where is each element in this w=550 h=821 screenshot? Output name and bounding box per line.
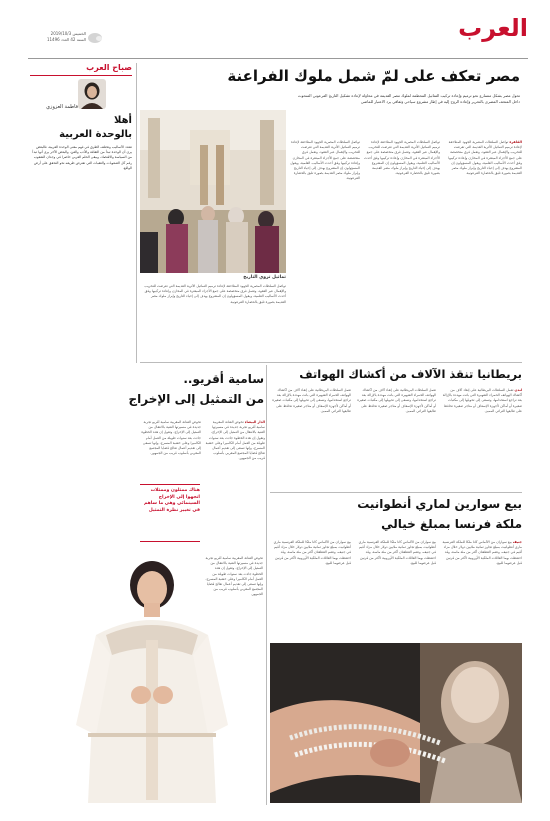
britain-body-col3 bbox=[270, 388, 351, 488]
britain-body-col1 bbox=[440, 388, 522, 488]
samia-body-text-3: تخوض الفنانة المغربية سامية أقريو تجربة جديدة في مسيرتها الفنية بالانتقال من التمثيل إلى الإخراج، وتقول إن هذه الخطوة جاءت بعد سنوات طويلة من العمل أمام الكاميرا وعلى خشبة المسرح، وإنها تسعى إلى تقديم أعمال تعالج قضايا المجتمع المغربي بأسلوب قريب من الجمهور. bbox=[205, 556, 263, 597]
bracelets-body-col2 bbox=[355, 540, 436, 640]
bracelets-body-text-2: بيع سواران من الألماس كانا ملكا للملكة الفرنسية ماري أنطوانيت بمبلغ تجاوز ثمانية ملايين دولار خلال مزاد أقيم في جنيف، وتضم القطعتان أكثر من مئة ماسة، وقد احتفظت بهما العائلات الملكية الأوروبية لأكثر من قرنين قبل عرضهما للبيع. bbox=[358, 540, 436, 565]
samia-body-lead: الدار البيضاء bbox=[244, 420, 265, 424]
issue-number: السنة 42 العدد 11496 bbox=[46, 37, 86, 42]
column-body bbox=[30, 145, 132, 435]
samia-headline-2: من التمثيل إلى الإخراج bbox=[128, 392, 264, 406]
main-body-col4 bbox=[140, 284, 286, 354]
main-story-rule bbox=[140, 362, 522, 363]
britain-headline: بريطانيا تنقذ الآلاف من أكشاك الهواتف bbox=[299, 367, 522, 381]
column-author: فاطمة العزوزي bbox=[46, 104, 78, 110]
samia-pullquote-text: هناك ممثلون وممثلات اتجهوا إلى الإخراج السينمائي وهي ما ساهم في تغيير نظرة التمثيل bbox=[144, 488, 200, 513]
bracelets-headline-1: بيع سوارين لماري أنطوانيت bbox=[357, 497, 522, 511]
bracelets-body-text-1: بيع سواران من الألماس كانا ملكا للملكة الفرنسية ماري أنطوانيت بمبلغ تجاوز ثمانية ملايين دولار خلال مزاد أقيم في جنيف، وتضم القطعتان أكثر من مئة ماسة، وقد احتفظت بهما العائلات الملكية الأوروبية لأكثر من قرنين قبل عرضهما للبيع. bbox=[442, 540, 522, 565]
main-body-col1 bbox=[444, 140, 522, 350]
column-divider bbox=[136, 63, 137, 363]
column-kicker: صباح العرب bbox=[86, 63, 132, 72]
main-body-col3 bbox=[290, 140, 360, 350]
samia-headline-1: سامية أقريو.. bbox=[183, 372, 264, 386]
main-body-col2 bbox=[364, 140, 440, 350]
samia-body-text-2: تخوض الفنانة المغربية سامية أقريو تجربة جديدة في مسيرتها الفنية بالانتقال من التمثيل إلى الإخراج، وتقول إن هذه الخطوة جاءت بعد سنوات طويلة من العمل أمام الكاميرا وعلى خشبة المسرح، وإنها تسعى إلى تقديم أعمال تعالج قضايا المجتمع المغربي بأسلوب قريب من الجمهور. bbox=[141, 420, 201, 456]
britain-body-col2 bbox=[355, 388, 436, 488]
museum-statues-photo bbox=[140, 110, 286, 273]
samia-body-text-1: تخوض الفنانة المغربية سامية أقريو تجربة جديدة في مسيرتها الفنية بالانتقال من التمثيل إلى الإخراج، وتقول إن هذه الخطوة جاءت بعد سنوات طويلة من العمل أمام الكاميرا وعلى خشبة المسرح، وإنها تسعى إلى تقديم أعمال تعالج قضايا المجتمع المغربي بأسلوب قريب من الجمهور. bbox=[205, 420, 265, 461]
main-photo-caption: تماثيل تروي التاريخ bbox=[243, 275, 286, 280]
author-avatar bbox=[78, 79, 106, 109]
britain-story-rule bbox=[270, 492, 522, 493]
main-dek: تحول مصر بشكل متسارع نحو ترميم وإعادة تركيب التماثيل المحطمة لملوك مصر القديمة في محاولة لإعادة تشكيل التاريخ الفرعوني المنحوت داخل المتحف المصري بالتحرير وإعادة الروح إليه في إطار مشروع سياحي وثقافي يرد الاعتبار للماضي bbox=[297, 93, 520, 104]
date-icon-dot bbox=[96, 36, 102, 41]
britain-body-text-1: تعمل السلطات البريطانية على إنقاذ آلاف من أكشاك الهواتف الحمراء الشهيرة التي باتت مهددة بالإزالة بعد تراجع استخدامها، وتسعى إلى تحويلها إلى مكتبات صغيرة أو أماكن لأجهزة الإسعاف أو متاجر صغيرة تحافظ على طابعها التراثي المميز. bbox=[442, 388, 522, 413]
britain-body-lead: لندن bbox=[514, 388, 522, 392]
bracelets-headline-2: ملكة فرنسا بمبلغ خيالي bbox=[381, 517, 522, 531]
britain-body-text-3: تعمل السلطات البريطانية على إنقاذ آلاف من أكشاك الهواتف الحمراء الشهيرة التي باتت مهددة بالإزالة بعد تراجع استخدامها، وتسعى إلى تحويلها إلى مكتبات صغيرة أو أماكن لأجهزة الإسعاف أو متاجر صغيرة تحافظ على طابعها التراثي المميز. bbox=[272, 388, 351, 413]
column-title-2: بالوحدة العربية bbox=[59, 129, 132, 140]
samia-vertical-divider bbox=[266, 365, 267, 805]
samia-pullquote bbox=[140, 484, 200, 542]
masthead-logo: العرب bbox=[458, 14, 528, 42]
column-kicker-rule bbox=[30, 75, 132, 76]
issue-date: الخميس 2019/10/3 bbox=[50, 31, 86, 36]
main-body-text-2: تواصل السلطات المصرية الجهود المتلاحقة لإعادة ترميم التماثيل الأثرية القديمة التي تعرضت للتخريب والإهمال عبر العقود، وتعمل فرق متخصصة على جمع الأجزاء المبعثرة في المخازن وإعادة تركيبها وفق أحدث الأساليب العلمية، ويقول المسؤولون إن المشروع يهدف إلى إحياء التاريخ وإبراز ملوك مصر القديمة بصورة تليق بالحضارة الفرعونية. bbox=[364, 140, 440, 176]
main-body-lead: القاهرة bbox=[509, 140, 522, 144]
samia-body-col3 bbox=[205, 556, 263, 806]
bracelets-body-col1 bbox=[440, 540, 522, 640]
masthead bbox=[0, 0, 550, 58]
main-body-text-4: تواصل السلطات المصرية الجهود المتلاحقة لإعادة ترميم التماثيل الأثرية القديمة التي تعرضت للتخريب والإهمال عبر العقود، وتعمل فرق متخصصة على جمع الأجزاء المبعثرة في المخازن وإعادة تركيبها وفق أحدث الأساليب العلمية، ويقول المسؤولون إن المشروع يهدف إلى إحياء التاريخ وإبراز ملوك مصر القديمة بصورة تليق بالحضارة الفرعونية. bbox=[144, 284, 286, 304]
column-body-text: تتعدد الأساليب وتختلف الطرق في فهم معنى الوحدة العربية، فالبعض يرى أن الوحدة تبدأ من الثقافة والأدب والفن، والبعض الآخر يرى أنها تبدأ من السياسة والاقتصاد، ويبقى الحلم العربي حاضرا في وجدان الشعوب رغم كل الصعوبات والعقبات التي تعترض طريقه نحو التحقق على أرض الواقع. bbox=[32, 145, 132, 170]
bracelets-body-lead: جنيف bbox=[512, 540, 522, 544]
main-body-text-1: تواصل السلطات المصرية الجهود المتلاحقة لإعادة ترميم التماثيل الأثرية القديمة التي تعرضت للتخريب والإهمال عبر العقود، وتعمل فرق متخصصة على جمع الأجزاء المبعثرة في المخازن وإعادة تركيبها وفق أحدث الأساليب العلمية، ويقول المسؤولون إن المشروع يهدف إلى إحياء التاريخ وإبراز ملوك مصر القديمة بصورة تليق بالحضارة الفرعونية. bbox=[448, 140, 522, 176]
main-body-text-3: تواصل السلطات المصرية الجهود المتلاحقة لإعادة ترميم التماثيل الأثرية القديمة التي تعرضت للتخريب والإهمال عبر العقود، وتعمل فرق متخصصة على جمع الأجزاء المبعثرة في المخازن وإعادة تركيبها وفق أحدث الأساليب العلمية، ويقول المسؤولون إن المشروع يهدف إلى إحياء التاريخ وإبراز ملوك مصر القديمة بصورة تليق بالحضارة الفرعونية. bbox=[290, 140, 360, 181]
bracelets-body-text-3: بيع سواران من الألماس كانا ملكا للملكة الفرنسية ماري أنطوانيت بمبلغ تجاوز ثمانية ملايين دولار خلال مزاد أقيم في جنيف، وتضم القطعتان أكثر من مئة ماسة، وقد احتفظت بهما العائلات الملكية الأوروبية لأكثر من قرنين قبل عرضهما للبيع. bbox=[273, 540, 351, 565]
column-title-1: أهلا bbox=[114, 115, 132, 126]
masthead-rule bbox=[28, 58, 528, 59]
bracelets-body-col3 bbox=[270, 540, 351, 640]
marie-antoinette-bracelets-photo bbox=[270, 643, 522, 803]
samia-body-col1 bbox=[205, 420, 265, 550]
samia-body-col2 bbox=[140, 420, 201, 480]
main-headline: مصر تعكف على لمّ شمل ملوك الفراعنة bbox=[227, 67, 520, 85]
britain-body-text-2: تعمل السلطات البريطانية على إنقاذ آلاف من أكشاك الهواتف الحمراء الشهيرة التي باتت مهددة بالإزالة بعد تراجع استخدامها، وتسعى إلى تحويلها إلى مكتبات صغيرة أو أماكن لأجهزة الإسعاف أو متاجر صغيرة تحافظ على طابعها التراثي المميز. bbox=[357, 388, 436, 413]
